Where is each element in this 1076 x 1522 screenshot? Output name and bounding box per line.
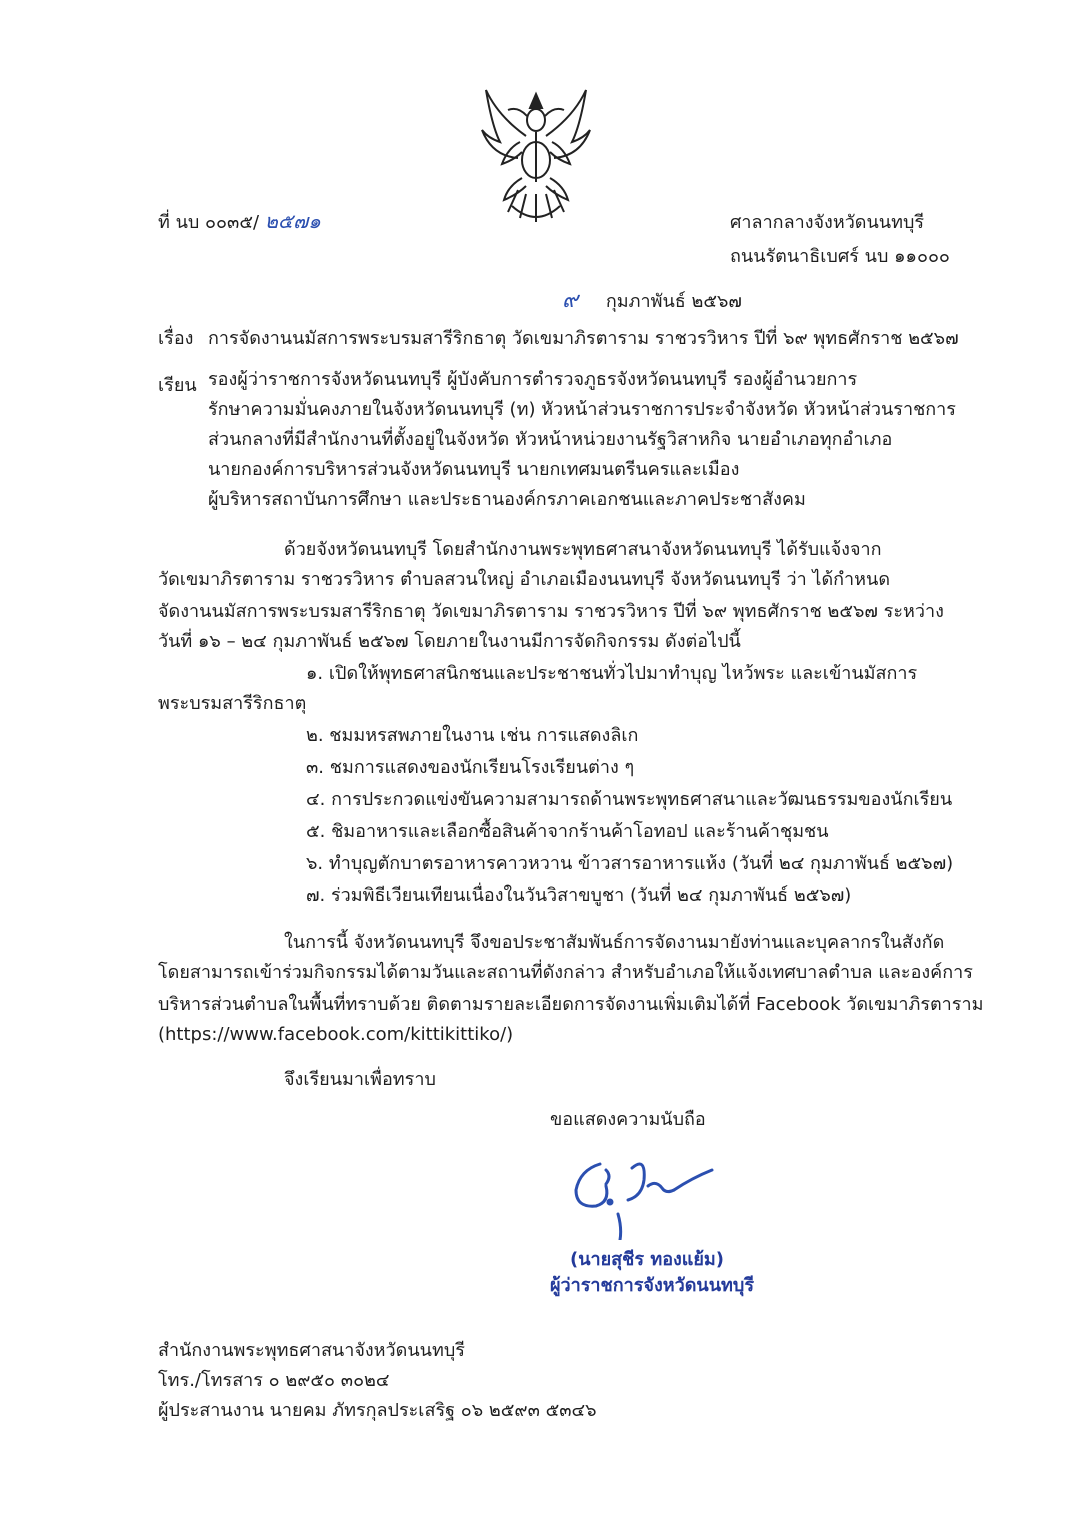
handwritten-signature <box>566 1150 726 1240</box>
activity-item-2: ๒. ชมมหรสพภายในงาน เช่น การแสดงลิเก <box>306 725 639 746</box>
body-paragraph-1-line: ด้วยจังหวัดนนทบุรี โดยสำนักงานพระพุทธศาสนาจังหวัดนนทบุรี ได้รับแจ้งจาก <box>284 539 882 560</box>
footer-office: สำนักงานพระพุทธศาสนาจังหวัดนนทบุรี <box>158 1340 465 1361</box>
activity-item-3: ๓. ชมการแสดงของนักเรียนโรงเรียนต่าง ๆ <box>306 757 635 778</box>
reference-number <box>158 205 321 237</box>
footer-coordinator: ผู้ประสานงาน นายคม ภัทรกุลประเสริฐ ๐๖ ๒๕๙๓ ๕๓๔๖ <box>158 1400 597 1421</box>
activity-item-1-continuation: พระบรมสารีริกธาตุ <box>158 693 307 714</box>
activity-item-7: ๗. ร่วมพิธีเวียนเทียนเนื่องในวันวิสาขบูชา (วันที่ ๒๔ กุมภาพันธ์ ๒๕๖๗) <box>306 885 852 906</box>
recipient-line: รองผู้ว่าราชการจังหวัดนนทบุรี ผู้บังคับการตำรวจภูธรจังหวัดนนทบุรี รองผู้อำนวยการ <box>208 369 858 390</box>
recipient-line: นายกองค์การบริหารส่วนจังหวัดนนทบุรี นายกเทศมนตรีนครและเมือง <box>208 459 740 480</box>
garuda-emblem <box>478 86 594 228</box>
body-paragraph-1-line: วัดเขมาภิรตาราม ราชวรวิหาร ตำบลสวนใหญ่ อำเภอเมืองนนทบุรี จังหวัดนนทบุรี ว่า ได้กำหนด <box>158 569 891 590</box>
office-name: ศาลากลางจังหวัดนนทบุรี <box>730 212 925 233</box>
date-month-year: กุมภาพันธ์ ๒๕๖๗ <box>605 291 742 312</box>
facebook-link[interactable]: (https://www.facebook.com/kittikittiko/) <box>158 1024 514 1045</box>
footer-phone: โทร./โทรสาร ๐ ๒๙๕๐ ๓๐๒๔ <box>158 1370 390 1391</box>
body-paragraph-2-line: บริหารส่วนตำบลในพื้นที่ทราบด้วย ติดตามรายละเอียดการจัดงานเพิ่มเติมได้ที่ Facebook วัดเขมาภิรตาราม <box>158 994 984 1015</box>
subject-text: การจัดงานนมัสการพระบรมสารีริกธาตุ วัดเขมาภิรตาราม ราชวรวิหาร ปีที่ ๖๙ พุทธศักราช ๒๕๖๗ <box>208 328 959 349</box>
activity-item-1: ๑. เปิดให้พุทธศาสนิกชนและประชาชนทั่วไปมาทำบุญ ไหว้พระ และเข้านมัสการ <box>306 663 918 684</box>
letter-date <box>562 282 742 317</box>
signatory-position: ผู้ว่าราชการจังหวัดนนทบุรี <box>550 1275 754 1296</box>
activity-item-4: ๔. การประกวดแข่งขันความสามารถด้านพระพุทธศาสนาและวัฒนธรรมของนักเรียน <box>306 789 953 810</box>
recipient-line: ผู้บริหารสถาบันการศึกษา และประธานองค์กรภาคเอกชนและภาคประชาสังคม <box>208 489 806 510</box>
recipient-label: เรียน <box>158 375 197 396</box>
reference-handwritten-number: ๒๕๗๑ <box>264 209 321 233</box>
date-day-handwritten: ๙ <box>562 288 579 313</box>
activity-item-5: ๕. ชิมอาหารและเลือกซื้อสินค้าจากร้านค้าโอทอป และร้านค้าชุมชน <box>306 821 829 842</box>
subject-label: เรื่อง <box>158 328 194 349</box>
activity-item-6: ๖. ทำบุญตักบาตรอาหารคาวหวาน ข้าวสารอาหารแห้ง (วันที่ ๒๔ กุมภาพันธ์ ๒๕๖๗) <box>306 853 954 874</box>
reference-prefix: ที่ นบ ๐๐๓๕/ <box>158 212 260 233</box>
body-paragraph-1-line: วันที่ ๑๖ – ๒๔ กุมภาพันธ์ ๒๕๖๗ โดยภายในงานมีการจัดกิจกรรม ดังต่อไปนี้ <box>158 631 741 652</box>
signatory-name: (นายสุชีร ทองแย้ม) <box>570 1249 725 1270</box>
body-paragraph-2-line: โดยสามารถเข้าร่วมกิจกรรมได้ตามวันและสถานที่ดังกล่าว สำหรับอำเภอให้แจ้งเทศบาลตำบล และองค์การ <box>158 962 973 983</box>
recipient-line: ส่วนกลางที่มีสำนักงานที่ตั้งอยู่ในจังหวัด หัวหน้าหน่วยงานรัฐวิสาหกิจ นายอำเภอทุกอำเภอ <box>208 429 893 450</box>
closing-line: จึงเรียนมาเพื่อทราบ <box>284 1069 436 1090</box>
recipient-line: รักษาความมั่นคงภายในจังหวัดนนทบุรี (ท) หัวหน้าส่วนราชการประจำจังหวัด หัวหน้าส่วนราชการ <box>208 399 956 420</box>
body-paragraph-2-line: ในการนี้ จังหวัดนนทบุรี จึงขอประชาสัมพันธ์การจัดงานมายังท่านและบุคลากรในสังกัด <box>284 932 945 953</box>
office-address: ถนนรัตนาธิเบศร์ นบ ๑๑๐๐๐ <box>730 246 950 267</box>
regards-text: ขอแสดงความนับถือ <box>550 1109 706 1130</box>
body-paragraph-1-line: จัดงานนมัสการพระบรมสารีริกธาตุ วัดเขมาภิรตาราม ราชวรวิหาร ปีที่ ๖๙ พุทธศักราช ๒๕๖๗ ระหว่าง <box>158 601 944 622</box>
recipient-list <box>208 365 956 515</box>
